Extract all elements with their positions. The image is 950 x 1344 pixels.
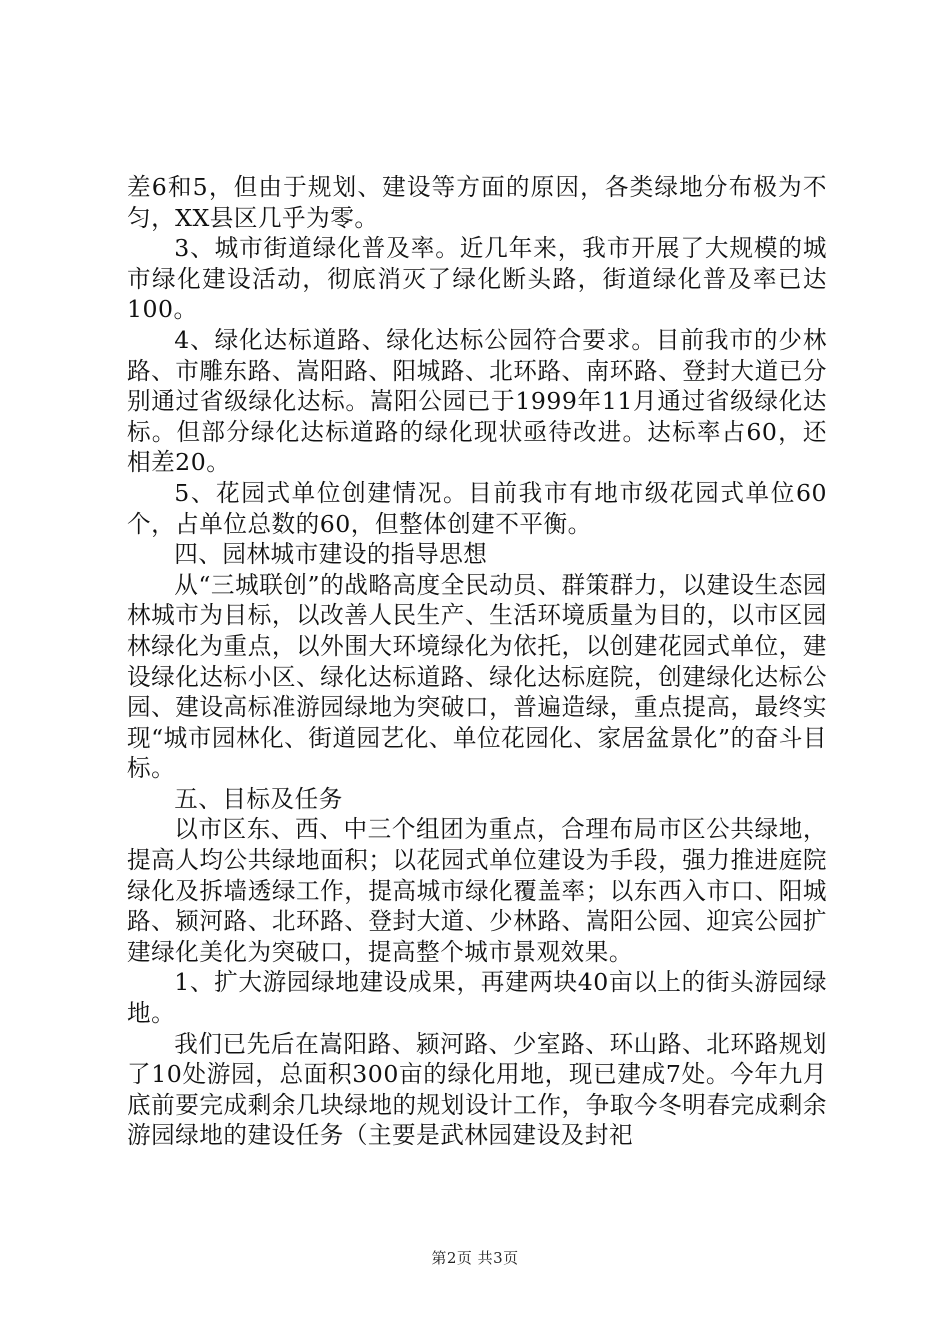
document-body: [127, 172, 827, 1151]
paragraph-street-greening: 3、城市街道绿化普及率。近几年来，我市开展了大规模的城市绿化建设活动，彻底消灭了绿化断头路，街道绿化普及率已达100。: [127, 234, 827, 324]
paragraph-task-1: 1、扩大游园绿地建设成果，再建两块40亩以上的街头游园绿地。: [127, 968, 827, 1028]
paragraph-greening-standards: 4、绿化达标道路、绿化达标公园符合要求。目前我市的少林路、市雕东路、嵩阳路、阳城路、北环路、南环路、登封大道已分别通过省级绿化达标。嵩阳公园已于1999年11月通过省级绿化达标。但部分绿化达标道路的绿化现状亟待改进。达标率占60，还相差20。: [127, 325, 827, 477]
paragraph-goals: 以市区东、西、中三个组团为重点，合理布局市区公共绿地，提高人均公共绿地面积；以花园式单位建设为手段，强力推进庭院绿化及拆墙透绿工作，提高城市绿化覆盖率；以东西入市口、阳城路、颍河路、北环路、登封大道、少林路、嵩阳公园、迎宾公园扩建绿化美化为突破口，提高整个城市景观效果。: [127, 815, 827, 966]
section-heading-guiding-ideology: 四、园林城市建设的指导思想: [174, 540, 488, 569]
paragraph-garden-units: 5、花园式单位创建情况。目前我市有地市级花园式单位60个，占单位总数的60，但整体创建不平衡。: [127, 478, 827, 538]
paragraph-continuation: 差6和5，但由于规划、建设等方面的原因，各类绿地分布极为不匀，XX县区几乎为零。: [127, 173, 827, 232]
paragraph-task-1-detail: 我们已先后在嵩阳路、颍河路、少室路、环山路、北环路规划了10处游园，总面积300亩的绿化用地，现已建成7处。今年九月底前要完成剩余几块绿地的规划设计工作，争取今冬明春完成剩余游园绿地的建设任务（主要是武林园建设及封祀: [127, 1029, 827, 1150]
page-number-footer: 第2页 共3页: [431, 1249, 519, 1267]
section-heading-goals-tasks: 五、目标及任务: [174, 784, 343, 813]
paragraph-guiding-ideology: 从“三城联创”的战略高度全民动员、群策群力，以建设生态园林城市为目标，以改善人民生产、生活环境质量为目的，以市区园林绿化为重点，以外围大环境绿化为依托，以创建花园式单位，建设绿化达标小区、绿化达标道路、绿化达标庭院，创建绿化达标公园、建设高标准游园绿地为突破口，普遍造绿，重点提高，最终实现“城市园林化、街道园艺化、单位花园化、家居盆景化”的奋斗目标。: [127, 570, 827, 783]
